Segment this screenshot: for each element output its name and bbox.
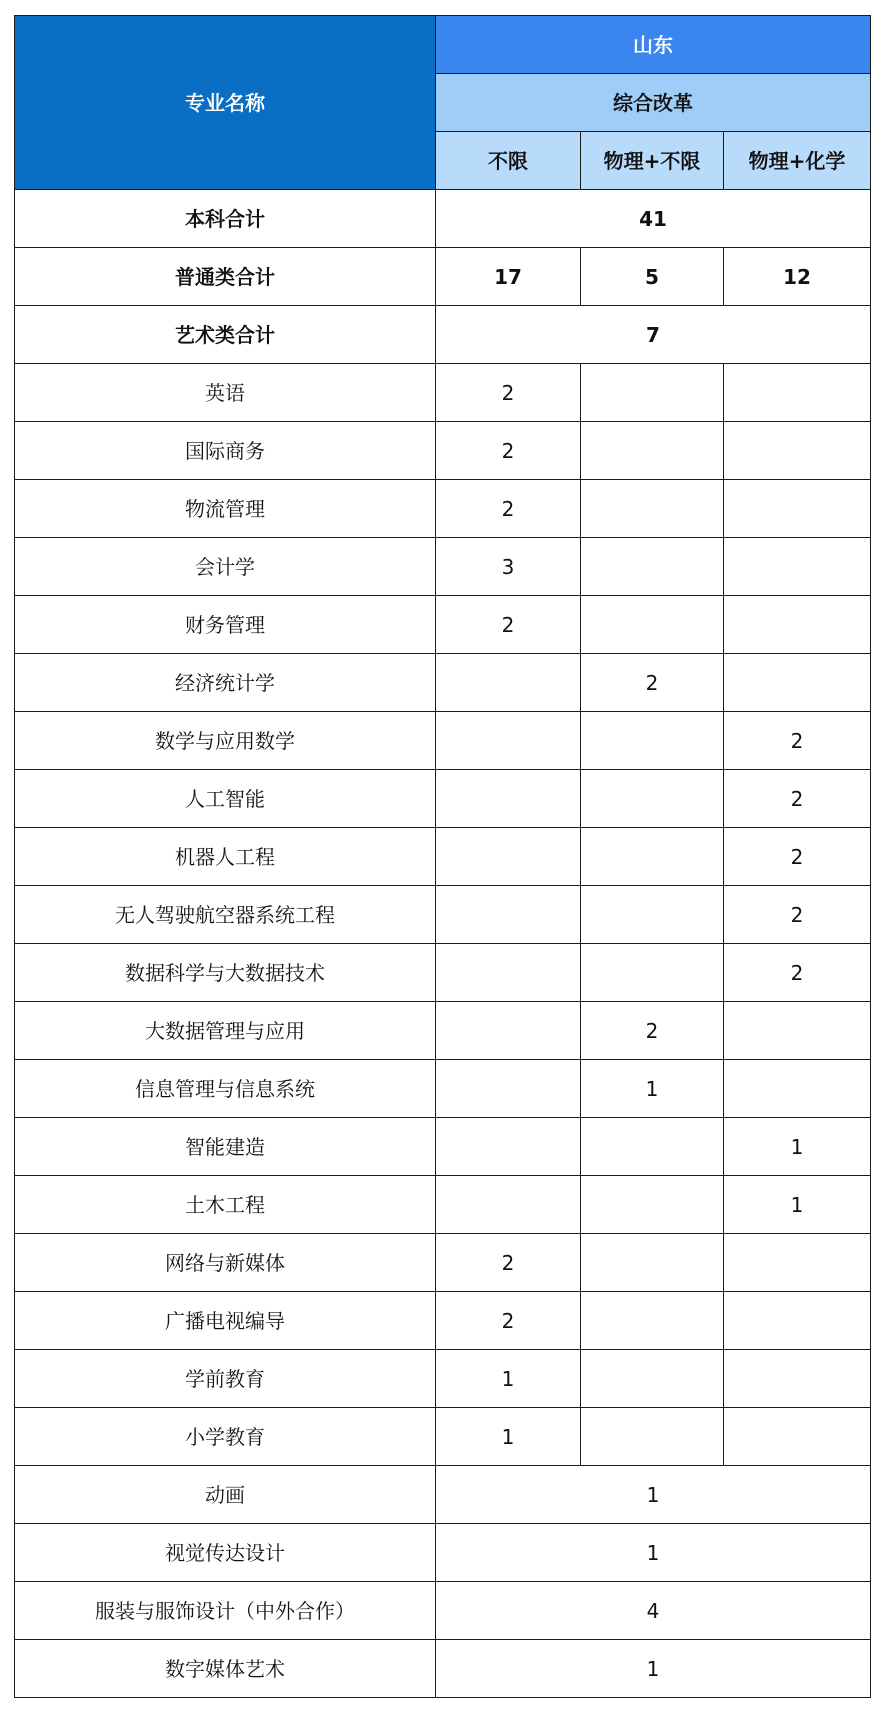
art-major-name: 服装与服饰设计（中外合作） — [15, 1582, 436, 1640]
major-name: 大数据管理与应用 — [15, 1002, 436, 1060]
art-major-row — [15, 1466, 871, 1524]
quota-physics-chemistry — [724, 1292, 871, 1350]
major-row — [15, 1292, 871, 1350]
major-name: 小学教育 — [15, 1408, 436, 1466]
quota-physics-chemistry — [724, 1408, 871, 1466]
major-name: 国际商务 — [15, 422, 436, 480]
major-row — [15, 1408, 871, 1466]
major-row — [15, 1234, 871, 1292]
subject-header-physics-unlimited: 物理+不限 — [581, 132, 724, 190]
major-row — [15, 596, 871, 654]
undergrad-total-row — [15, 190, 871, 248]
major-row — [15, 944, 871, 1002]
quota-unlimited — [436, 712, 581, 770]
quota-physics-unlimited — [581, 886, 724, 944]
quota-physics-unlimited — [581, 712, 724, 770]
enrollment-plan-table — [14, 15, 871, 1698]
major-row — [15, 1002, 871, 1060]
major-name: 广播电视编导 — [15, 1292, 436, 1350]
quota-physics-unlimited: 1 — [581, 1060, 724, 1118]
art-major-name: 视觉传达设计 — [15, 1524, 436, 1582]
quota-physics-unlimited — [581, 1408, 724, 1466]
quota-unlimited — [436, 1002, 581, 1060]
major-name: 无人驾驶航空器系统工程 — [15, 886, 436, 944]
major-name: 物流管理 — [15, 480, 436, 538]
quota-physics-chemistry — [724, 538, 871, 596]
major-name-header: 专业名称 — [15, 16, 436, 190]
art-major-row — [15, 1524, 871, 1582]
quota-unlimited — [436, 654, 581, 712]
quota-physics-unlimited — [581, 1292, 724, 1350]
major-row — [15, 1176, 871, 1234]
quota-physics-chemistry — [724, 1002, 871, 1060]
quota-physics-chemistry — [724, 1234, 871, 1292]
quota-physics-chemistry — [724, 654, 871, 712]
quota-unlimited: 3 — [436, 538, 581, 596]
quota-unlimited — [436, 944, 581, 1002]
major-row — [15, 1350, 871, 1408]
general-total-physics-chemistry: 12 — [724, 248, 871, 306]
undergrad-total-label: 本科合计 — [15, 190, 436, 248]
major-row — [15, 828, 871, 886]
quota-unlimited: 1 — [436, 1408, 581, 1466]
art-major-name: 动画 — [15, 1466, 436, 1524]
art-total-label: 艺术类合计 — [15, 306, 436, 364]
quota-unlimited — [436, 770, 581, 828]
quota-physics-chemistry — [724, 1060, 871, 1118]
general-total-label: 普通类合计 — [15, 248, 436, 306]
art-major-quota: 1 — [436, 1524, 871, 1582]
quota-physics-chemistry: 2 — [724, 886, 871, 944]
quota-unlimited: 2 — [436, 596, 581, 654]
major-name: 经济统计学 — [15, 654, 436, 712]
reform-header: 综合改革 — [436, 74, 871, 132]
quota-physics-chemistry: 2 — [724, 828, 871, 886]
quota-physics-chemistry: 1 — [724, 1118, 871, 1176]
quota-physics-unlimited — [581, 1350, 724, 1408]
major-row — [15, 538, 871, 596]
general-total-physics-unlimited: 5 — [581, 248, 724, 306]
art-major-quota: 1 — [436, 1466, 871, 1524]
major-row — [15, 886, 871, 944]
table-body — [15, 190, 871, 1698]
major-row — [15, 712, 871, 770]
art-major-row — [15, 1640, 871, 1698]
quota-unlimited — [436, 1176, 581, 1234]
quota-physics-unlimited — [581, 596, 724, 654]
quota-unlimited: 2 — [436, 1292, 581, 1350]
major-row — [15, 422, 871, 480]
subject-header-unlimited: 不限 — [436, 132, 581, 190]
quota-physics-unlimited — [581, 770, 724, 828]
major-name: 智能建造 — [15, 1118, 436, 1176]
quota-physics-unlimited — [581, 1176, 724, 1234]
major-name: 机器人工程 — [15, 828, 436, 886]
quota-unlimited — [436, 828, 581, 886]
art-major-name: 数字媒体艺术 — [15, 1640, 436, 1698]
quota-unlimited: 1 — [436, 1350, 581, 1408]
quota-unlimited: 2 — [436, 422, 581, 480]
quota-physics-chemistry — [724, 480, 871, 538]
art-major-row — [15, 1582, 871, 1640]
major-name: 网络与新媒体 — [15, 1234, 436, 1292]
quota-physics-unlimited — [581, 1118, 724, 1176]
quota-physics-chemistry — [724, 1350, 871, 1408]
major-name: 土木工程 — [15, 1176, 436, 1234]
quota-physics-unlimited: 2 — [581, 1002, 724, 1060]
major-row — [15, 1060, 871, 1118]
quota-physics-unlimited — [581, 364, 724, 422]
major-name: 财务管理 — [15, 596, 436, 654]
quota-unlimited: 2 — [436, 480, 581, 538]
quota-physics-chemistry: 1 — [724, 1176, 871, 1234]
quota-unlimited: 2 — [436, 364, 581, 422]
art-total-row — [15, 306, 871, 364]
major-name: 数据科学与大数据技术 — [15, 944, 436, 1002]
major-row — [15, 654, 871, 712]
major-name: 英语 — [15, 364, 436, 422]
quota-physics-chemistry: 2 — [724, 770, 871, 828]
major-name: 会计学 — [15, 538, 436, 596]
art-major-quota: 4 — [436, 1582, 871, 1640]
major-name: 人工智能 — [15, 770, 436, 828]
quota-physics-unlimited — [581, 538, 724, 596]
art-total-value: 7 — [436, 306, 871, 364]
province-header: 山东 — [436, 16, 871, 74]
major-name: 数学与应用数学 — [15, 712, 436, 770]
major-row — [15, 480, 871, 538]
major-row — [15, 364, 871, 422]
major-row — [15, 770, 871, 828]
art-major-quota: 1 — [436, 1640, 871, 1698]
quota-unlimited: 2 — [436, 1234, 581, 1292]
major-row — [15, 1118, 871, 1176]
quota-physics-unlimited: 2 — [581, 654, 724, 712]
quota-physics-chemistry: 2 — [724, 944, 871, 1002]
quota-physics-chemistry — [724, 364, 871, 422]
quota-physics-unlimited — [581, 944, 724, 1002]
major-name: 学前教育 — [15, 1350, 436, 1408]
general-total-row — [15, 248, 871, 306]
quota-physics-unlimited — [581, 828, 724, 886]
quota-physics-unlimited — [581, 1234, 724, 1292]
quota-physics-chemistry: 2 — [724, 712, 871, 770]
quota-physics-unlimited — [581, 422, 724, 480]
quota-physics-unlimited — [581, 480, 724, 538]
general-total-unlimited: 17 — [436, 248, 581, 306]
quota-physics-chemistry — [724, 422, 871, 480]
undergrad-total-value: 41 — [436, 190, 871, 248]
quota-unlimited — [436, 1118, 581, 1176]
quota-unlimited — [436, 886, 581, 944]
quota-physics-chemistry — [724, 596, 871, 654]
major-name: 信息管理与信息系统 — [15, 1060, 436, 1118]
subject-header-physics-chemistry: 物理+化学 — [724, 132, 871, 190]
quota-unlimited — [436, 1060, 581, 1118]
